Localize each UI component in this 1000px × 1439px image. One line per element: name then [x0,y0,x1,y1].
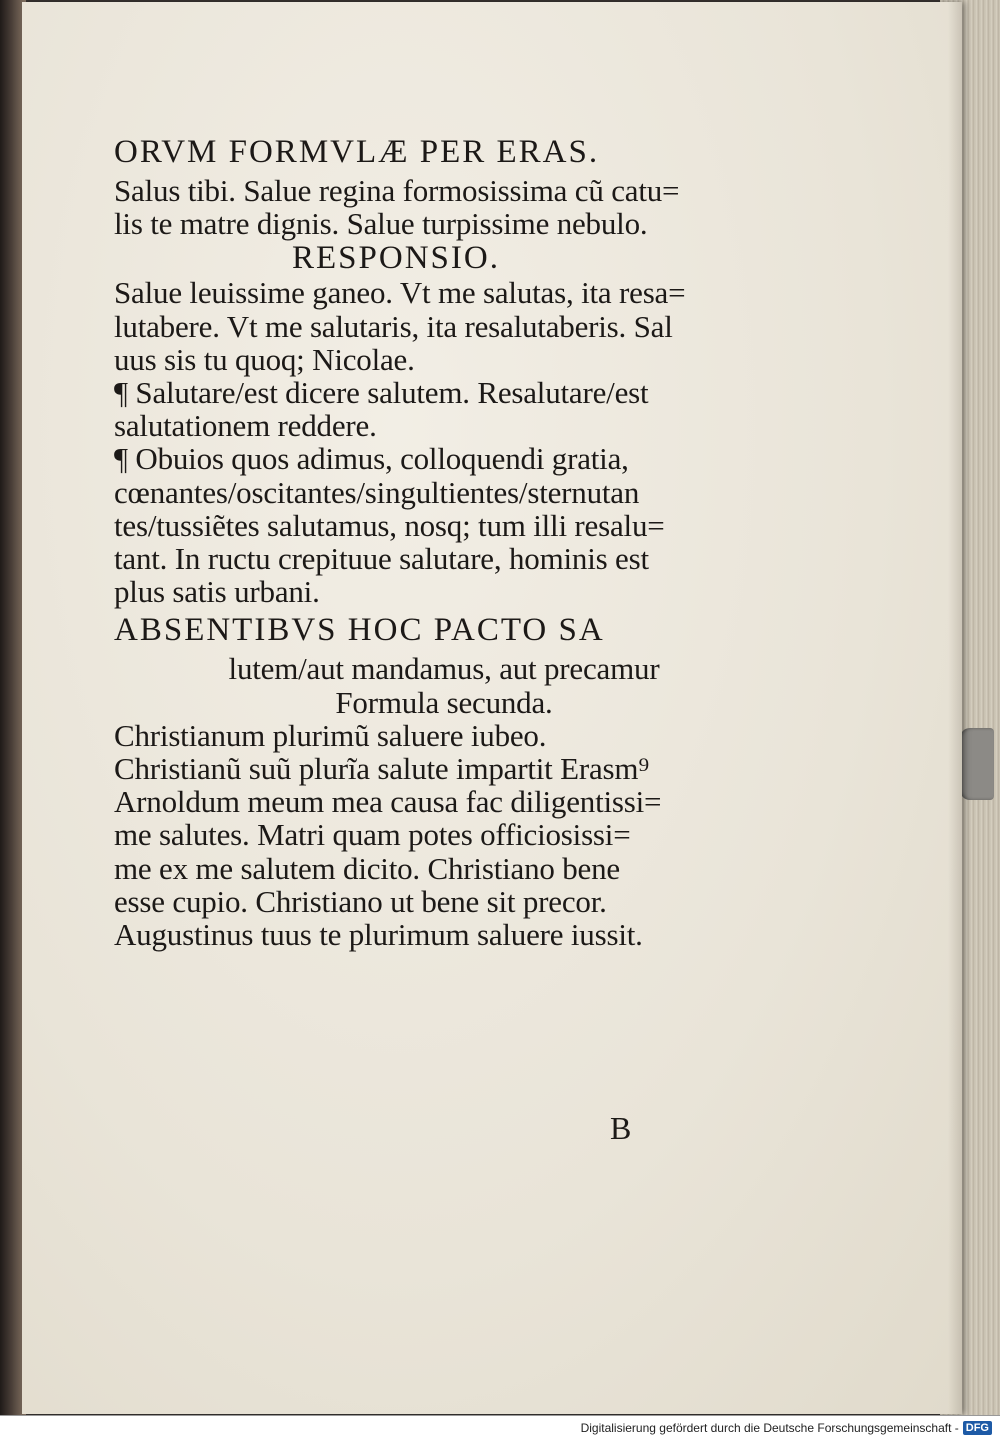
text-line: cœnantes/oscitantes/singultientes/sternutan [114,474,640,510]
text-line: esse cupio. Christiano ut bene sit precor. [114,883,607,919]
text-line: lis te matre dignis. Salue turpissime nebulo. [114,206,648,242]
text-line: me salutes. Matri quam potes officiosissi= [114,817,631,853]
text-line: tant. In ructu crepituue salutare, hominis est [114,541,649,577]
subheading-line: Formula secunda. [335,684,553,720]
book-page [22,2,962,1414]
digitization-footer [0,1415,1000,1439]
text-line: Christianũ suũ plurĩa salute impartit Erasm⁹ [114,751,649,787]
responsio-heading: RESPONSIO. [292,240,500,277]
text-line: lutabere. Vt me salutaris, ita resalutaberis. Sal [114,308,673,344]
absentibus-heading: ABSENTIBVS HOC PACTO SA [114,612,605,649]
dfg-logo: DFG [963,1421,992,1435]
text-line: Arnoldum meum mea causa fac diligentissi= [114,784,662,820]
text-line: me ex me salutem dicito. Christiano bene [114,850,620,886]
page-tab-marker [960,728,994,800]
text-line: Salus tibi. Salue regina formosissima cũ catu= [114,173,680,208]
subheading-line: lutem/aut mandamus, aut precamur [228,651,660,687]
text-line: Christianum plurimũ saluere iubeo. [114,717,547,753]
running-heading: ORVM FORMVLÆ PER ERAS. [114,134,600,170]
text-line: tes/tussiẽtes salutamus, nosq; tum illi resalu= [114,507,665,543]
text-line: ¶ Obuios quos adimus, colloquendi gratia, [114,441,629,477]
text-line: Augustinus tuus te plurimum saluere iussit. [114,917,643,953]
footer-credit: Digitalisierung gefördert durch die Deutsche Forschungsgemeinschaft - [580,1420,959,1435]
signature-mark: B [610,1110,632,1146]
text-line: plus satis urbani. [114,574,320,610]
text-line: uus sis tu quoq; Nicolae. [114,341,415,377]
text-line: Salue leuissime ganeo. Vt me salutas, ita resa= [114,275,686,311]
page-text [114,130,774,951]
text-line: ¶ Salutare/est dicere salutem. Resalutare/est [114,375,649,411]
text-line: salutationem reddere. [114,408,377,444]
